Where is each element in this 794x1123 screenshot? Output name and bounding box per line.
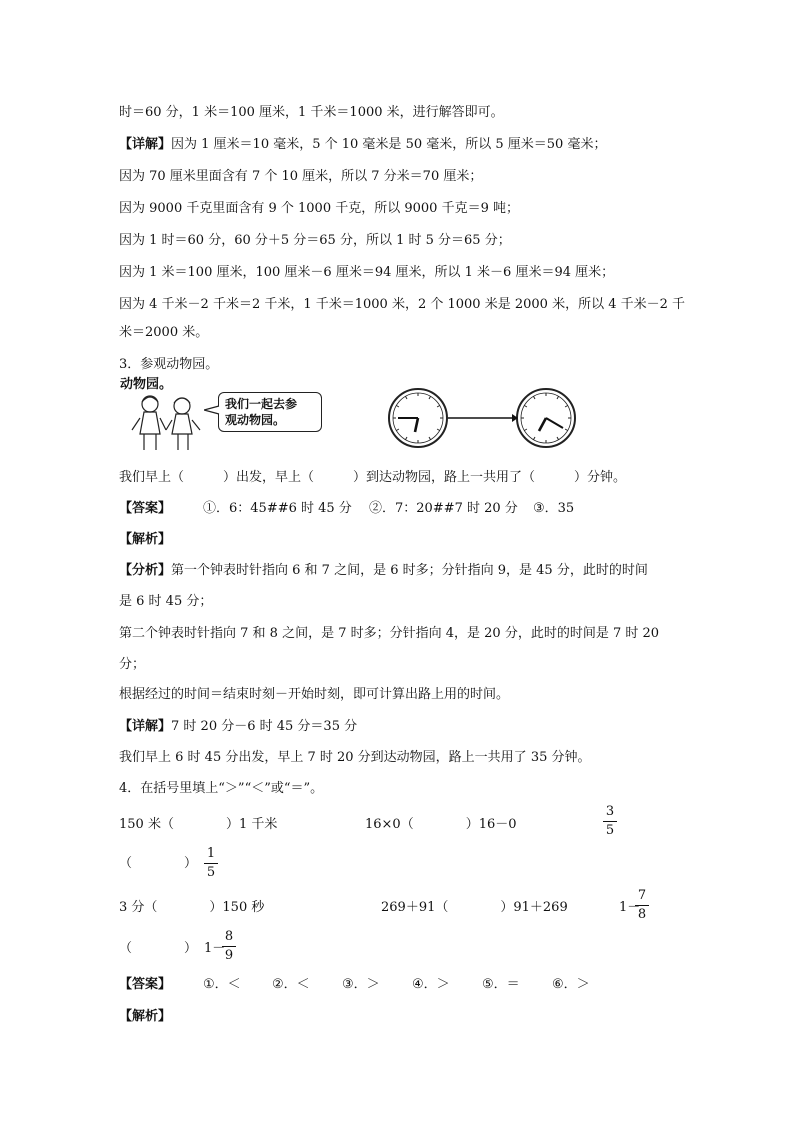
- q3-a1: 第一个钟表时针指向 6 和 7 之间，是 6 时多；分针指向 9，是 45 分，此时的时间: [171, 563, 648, 578]
- s2-line1: 时＝60 分，1 米＝100 厘米，1 千米＝1000 米，进行解答即可。: [119, 105, 504, 120]
- q3-answer-1: ①．6：45##6 时 45 分: [203, 501, 352, 516]
- q3-analysis-line1: [119, 562, 648, 580]
- speech-tail: [204, 404, 220, 416]
- q4-answer-6: ⑥．＞: [552, 977, 590, 992]
- speech-line-2: 观动物园。: [225, 413, 286, 427]
- q4-fraction-2: [204, 846, 218, 881]
- q4-r1a: 150 米（ ）1 千米: [119, 817, 278, 832]
- q3-detail-tag: 【详解】: [119, 719, 172, 734]
- q3-answer-2: ②．7：20##7 时 20 分: [369, 501, 518, 516]
- q3-d2: 我们早上 6 时 45 分出发，早上 7 时 20 分到达动物园，路上一共用了 35 分钟。: [119, 750, 591, 765]
- frac3-den: 8: [637, 907, 647, 922]
- frac3-num: 7: [637, 888, 647, 903]
- s2-line2-text: 因为 1 厘米＝10 毫米，5 个 10 毫米是 50 毫米，所以 5 厘米＝50 毫米；: [171, 137, 607, 152]
- q4-fraction-3: [635, 888, 649, 923]
- s2-line2: [119, 136, 606, 154]
- q3-a5: 根据经过的时间＝结束时刻－开始时刻，即可计算出路上用的时间。: [119, 687, 510, 702]
- s2-line8: 米＝2000 米。: [119, 325, 209, 340]
- q4-answer-5: ⑤．＝: [482, 977, 520, 992]
- q3-d1: 7 时 20 分－6 时 45 分＝35 分: [171, 719, 358, 734]
- s2-line6: 因为 1 米＝100 厘米，100 厘米－6 厘米＝94 厘米，所以 1 米－6 厘米＝94 厘米；: [119, 265, 615, 280]
- q4-r3b: 269＋91（ ）91＋269: [381, 900, 568, 915]
- q4-r1b: 16×0（ ）16－0: [365, 817, 517, 832]
- frac2-num: 1: [206, 846, 216, 861]
- speech-line-1: 我们一起去参: [225, 397, 298, 411]
- q4-analysis-tag: 【解析】: [119, 1009, 172, 1024]
- q4-r2-paren: （ ）: [119, 856, 198, 871]
- q3-answer-tag: 【答案】: [119, 501, 172, 516]
- q3-a3: 第二个钟表时针指向 7 和 8 之间，是 7 时多；分针指向 4，是 20 分，此时的时间是 7 时 20: [119, 626, 660, 641]
- q3-a4: 分；: [119, 657, 146, 672]
- clocks-illustration: [388, 386, 580, 452]
- frac1-den: 5: [605, 823, 615, 838]
- s2-line3: 因为 70 厘米里面含有 7 个 10 厘米，所以 7 分米＝70 厘米；: [119, 169, 483, 184]
- q4-f4-prefix: 1－: [204, 941, 226, 956]
- s2-line5: 因为 1 时＝60 分，60 分＋5 分＝65 分，所以 1 时 5 分＝65 分；: [119, 233, 511, 248]
- q4-answer-2: ②．＜: [272, 977, 310, 992]
- q4-answer-1: ①．＜: [203, 977, 241, 992]
- q4-r4-paren: （ ）: [119, 941, 198, 956]
- q3-analysis-tag: 【解析】: [119, 532, 172, 547]
- q3-a2: 是 6 时 45 分；: [119, 594, 213, 609]
- q4-fraction-1: [603, 804, 617, 839]
- speech-bubble: [218, 392, 322, 432]
- q4-answer-3: ③．＞: [342, 977, 380, 992]
- q4-answer-tag: 【答案】: [119, 977, 172, 992]
- frac4-den: 9: [224, 948, 234, 963]
- frac1-num: 3: [605, 804, 615, 819]
- q3-image-caption: 动物园。: [120, 377, 173, 392]
- s2-line7: 因为 4 千米－2 千米＝2 千米，1 千米＝1000 米，2 个 1000 米是 2000 米，所以 4 千米－2 千: [119, 297, 686, 312]
- q4-title: 4．在括号里填上“＞”“＜”或“＝”。: [119, 781, 324, 796]
- children-illustration: [120, 390, 220, 454]
- q3-analysis-sub: 【分析】: [119, 563, 172, 578]
- frac2-den: 5: [206, 865, 216, 880]
- q4-fraction-4: [222, 929, 236, 964]
- q3-answer-3: ③．35: [533, 501, 575, 516]
- q3-question: 我们早上（ ）出发，早上（ ）到达动物园，路上一共用了（ ）分钟。: [119, 470, 627, 485]
- s2-line4: 因为 9000 千克里面含有 9 个 1000 千克，所以 9000 千克＝9 吨；: [119, 201, 519, 216]
- q4-f3-prefix: 1－: [619, 900, 641, 915]
- q4-answer-4: ④．＞: [412, 977, 450, 992]
- detail-tag: 【详解】: [119, 137, 172, 152]
- q3-title: 3．参观动物园。: [119, 357, 219, 372]
- q3-detail-line: [119, 718, 357, 736]
- frac4-num: 8: [224, 929, 234, 944]
- q4-r3a: 3 分（ ）150 秒: [119, 900, 265, 915]
